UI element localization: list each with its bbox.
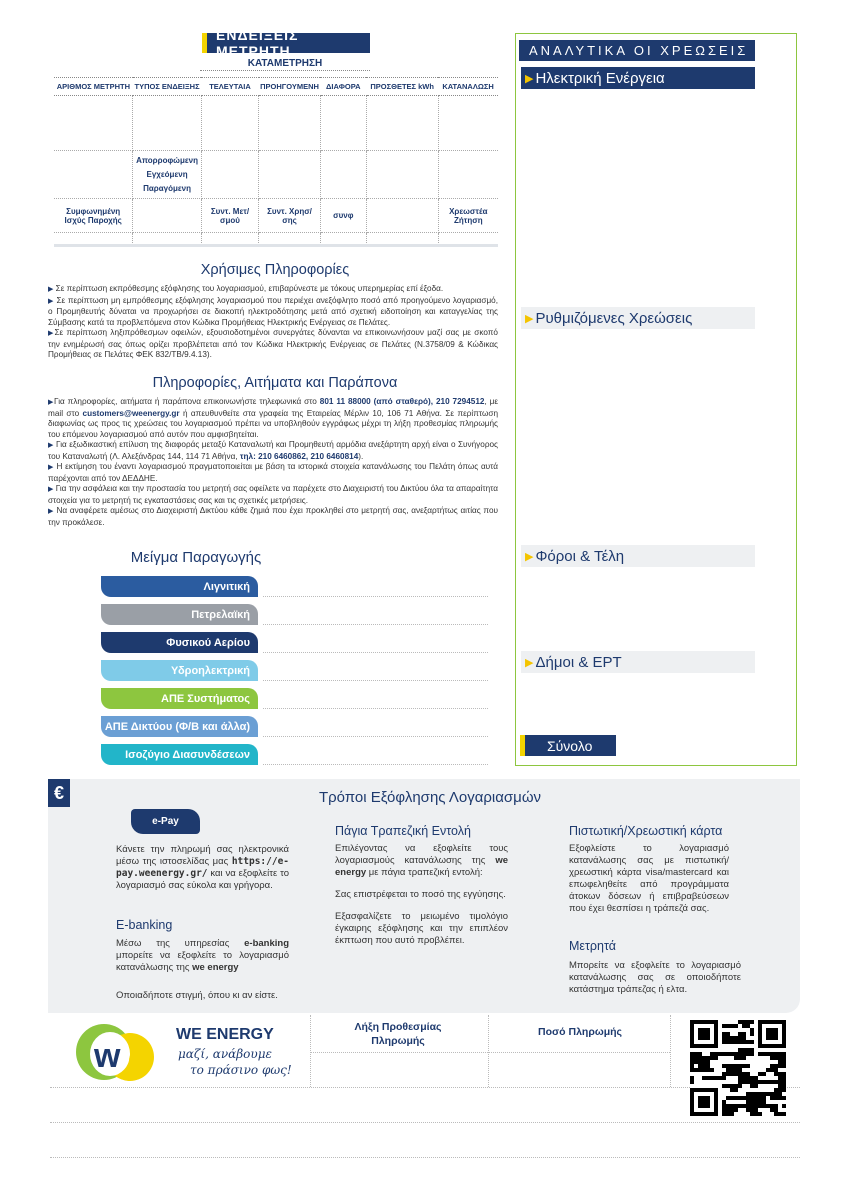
divider — [50, 1087, 800, 1088]
amount-label: Ποσό Πληρωμής — [537, 1026, 622, 1038]
info-paragraph: ▶ Για εξωδικαστική επίλυση της διαφοράς μεταξύ Καταναλωτή και Προμηθευτή αρμόδια ανεξάρτητη αρχή είναι ο Συνήγορος του Καταναλωτή (Λ. Αλεξάνδρας 144, 114 71 Αθήνα, τηλ: 210 6460862, 210 6460814). — [48, 440, 498, 461]
email-link[interactable]: customers@weenergy.gr — [82, 408, 180, 418]
meter-table — [54, 77, 498, 247]
col-reading-type: ΤΥΠΟΣ ΕΝΔΕΙΞΗΣ — [133, 78, 202, 96]
euro-icon: € — [48, 779, 70, 807]
info-paragraph: ▶ Σε περίπτωση εκπρόθεσμης εξόφλησης του λογαριασμού, επιβαρύνεστε με τόκους υπερημερίας επί έξοδα. — [48, 284, 444, 293]
charges-total: Σύνολο — [520, 735, 616, 756]
cash-title: Μετρητά — [569, 939, 616, 953]
cosphi-label: συνφ — [320, 199, 366, 233]
svg-text:e: e — [128, 1042, 145, 1075]
col-extra-kwh: ΠΡΟΣΘΕΤΕΣ kWh — [366, 78, 438, 96]
deadline-label: Λήξη Προθεσμίας Πληρωμής — [354, 1021, 442, 1047]
mix-line — [263, 596, 488, 597]
card-text: Εξοφλείστε το λογαριασμό κατανάλωσης σας με πιστωτική/χρεωστική κάρτα visa/mastercard και επωφεληθείτε από προγράμματα άτοκων δόσεων ή επιβραβεύσεων που έχει θεσπίσει η τράπεζά σας. — [569, 843, 729, 914]
standing-order-title: Πάγια Τραπεζική Εντολή — [335, 824, 471, 838]
brand-name: WE ENERGY — [176, 1026, 274, 1043]
charges-title: ΑΝΑΛΥΤΙΚΑ ΟΙ ΧΡΕΩΣΕΙΣ — [519, 40, 755, 61]
ebanking-title: E-banking — [116, 918, 173, 932]
info-paragraph: ▶Για πληροφορίες, αιτήματα ή παράπονα επικοινωνήστε τηλεφωνικά στο 801 11 88000 (από σταθερό), 210 7294512, με mail στο customers@weenergy.gr ή απευθυνθείτε στα γραφεία της Εταιρείας Μέρλιν 10, 106 71 Αθήνα. Σε περίπτωση διαφωνίας ως προς τις χρεώσεις του λογαριασμού πρέπει να υποβληθούν εγγράφως μέχρι τη λήξη προθεσμίας πληρωμής του επόμενου λογαριασμού από αυτόν που αμφισβητείται. — [48, 397, 499, 439]
we-logo — [72, 1022, 162, 1082]
divider — [310, 1052, 670, 1053]
meter-readings-title: ΕΝΔΕΙΞΕΙΣ ΜΕΤΡΗΤΗ — [202, 33, 370, 53]
divider — [50, 1157, 800, 1158]
billed-demand-label: Χρεωστέα Ζήτηση — [438, 199, 498, 233]
arrow-icon: ▶ — [525, 550, 534, 563]
mix-bar: ΑΠΕ Δικτύου (Φ/Β και άλλα) — [101, 716, 258, 737]
phone-number: 801 11 88000 (από σταθερό), 210 7294512 — [319, 397, 485, 406]
divider — [488, 1015, 489, 1087]
ebanking-text: Μέσω της υπηρεσίας e-banking μπορείτε να εξοφλείτε το λογαριασμό κατανάλωσης της we energy — [116, 938, 290, 973]
mix-line — [263, 680, 488, 681]
mix-line — [263, 624, 488, 625]
complaints-title: Πληροφορίες, Αιτήματα και Παράπονα — [152, 375, 398, 391]
divider — [50, 1122, 800, 1123]
arrow-icon: ▶ — [525, 312, 534, 325]
divider — [310, 1015, 311, 1087]
mix-bar: Λιγνιτική — [101, 576, 258, 597]
charge-electricity: ▶ Ηλεκτρική Ενέργεια — [521, 67, 755, 89]
charge-taxes: ▶ Φόροι & Τέλη — [521, 545, 755, 567]
info-paragraph: ▶Σε περίπτωση ληξιπρόθεσμων οφειλών, εξουσιοδοτημένοι συνεργάτες δύνανται να επικοινωνήσουν μαζί σας με σκοπό την ενημέρωσή σας όπως ορίζει προβλέπεται από τον Κώδικα Ηλεκτρικής Ενέργειας σε Πελάτες (Ν.3758/09 & Κώδικας Προμήθειας σε Πελάτες ΦΕΚ 832/ΤΒ/9.4.13). — [48, 328, 498, 359]
slogan-line-2: το πράσινο φως! — [190, 1063, 292, 1077]
table-bottom-rule — [54, 244, 498, 247]
col-last: ΤΕΛΕΥΤΑΙΑ — [201, 78, 258, 96]
mix-bar: Υδροηλεκτρική — [101, 660, 258, 681]
col-previous: ΠΡΟΗΓΟΥΜΕΝΗ — [259, 78, 321, 96]
mix-title: Μείγμα Παραγωγής — [130, 549, 262, 566]
mix-line — [263, 736, 488, 737]
qr-code-icon — [690, 1020, 786, 1116]
col-consumption: ΚΑΤΑΝΑΛΩΣΗ — [438, 78, 498, 96]
payment-title: Τρόποι Εξόφλησης Λογαριασμών — [318, 789, 542, 806]
agreed-power-label: Συμφωνημένη Ισχύς Παροχής — [54, 199, 133, 233]
svg-text:w: w — [94, 1037, 121, 1075]
metering-subtitle: ΚΑΤΑΜΕΤΡΗΣΗ — [247, 58, 323, 69]
mix-line — [263, 708, 488, 709]
mix-line — [263, 764, 488, 765]
divider — [670, 1015, 671, 1087]
table-row — [54, 199, 498, 233]
card-title: Πιστωτική/Χρεωστική κάρτα — [569, 824, 723, 838]
arrow-icon: ▶ — [525, 656, 534, 669]
mix-bar: Φυσικού Αερίου — [101, 632, 258, 653]
info-paragraph: ▶ Σε περίπτωση μη εμπρόθεσμης εξόφλησης λογαριασμού που περιέχει ανεξόφλητο ποσό από προηγούμενο λογαριασμό, ο Προμηθευτής δύναται να προχωρήσει σε διακοπή ηλεκτροδότησης μετά από σχετική ειδοποίηση και καταγγελίας της Σύμβασης κατά τα προβλεπόμενα στον Κώδικα Προμήθειας Ηλεκτρικής Ενέργειας σε Πελάτες. — [48, 295, 499, 327]
reading-types-cell: Απορροφώμενη Εγχεόμενη Παραγόμενη — [133, 151, 202, 199]
info-paragraph: ▶ Να αναφέρετε αμέσως στο Διαχειριστή Δικτύου κάθε ζημιά που έχει προκληθεί στο μετρητή σας, ανεξαρτήτως αιτίας που την προκάλεσε. — [48, 506, 498, 527]
usage-coef-label: Συντ. Χρησ/σης — [259, 199, 321, 233]
mix-line — [263, 652, 488, 653]
useful-info-title: Χρήσιμες Πληροφορίες — [200, 262, 350, 278]
cash-text: Μπορείτε να εξοφλείτε το λογαριασμό κατανάλωσης σας σε οποιοδήποτε κατάστημα τράπεζας ή ελτα. — [569, 960, 741, 995]
mix-bar: Ισοζύγιο Διασυνδέσεων — [101, 744, 258, 765]
anytime-text: Οποιαδήποτε στιγμή, όπου κι αν είστε. — [116, 990, 278, 1001]
info-paragraph: ▶ Η εκτίμηση του έναντι λογαριασμού πραγματοποιείται με βάση τα ιστορικά στοιχεία κατανάλωσης του Πελάτη όπως αυτά παρέχονται από τον ΔΕΔΔΗΕ. — [48, 462, 499, 483]
qr-code-graphic — [690, 1020, 786, 1116]
table-row — [54, 151, 498, 199]
epay-text: Κάνετε την πληρωμή σας ηλεκτρονικά μέσω της ιστοσελίδας μας https://e-pay.weenergy.gr/ και να εξοφλείτε το λογαριασμό σας εύκολα και γρήγορα. — [116, 844, 290, 891]
col-meter-number: ΑΡΙΘΜΟΣ ΜΕΤΡΗΤΗ — [54, 78, 133, 96]
useful-info-text — [48, 284, 498, 361]
subtitle-dotted-line — [200, 70, 370, 71]
we-logo-mark — [72, 1022, 162, 1082]
mix-bar: ΑΠΕ Συστήματος — [101, 688, 258, 709]
standing-order-text: Επιλέγοντας να εξοφλείτε τους λογαριασμούς κατανάλωσης της we energy με πάγια τραπεζική εντολή: Σας επιστρέφεται το ποσό της εγγύησης. Εξασφαλίζετε το μειωμένο τιμολόγιο έγκαιρης εξόφλησης και την επιπλέον έκπτωση που αυτό προβλέπει. — [335, 843, 509, 946]
info-paragraph: ▶ Για την ασφάλεια και την προστασία του μετρητή σας οφείλετε να παρέχετε στο Διαχειριστή του Δικτύου όλα τα απαραίτητα στοιχεία για το μετρητή τις εγκαταστάσεις σας και τις σχετικές μετρήσεις. — [48, 484, 499, 505]
table-row — [54, 96, 498, 151]
meter-coef-label: Συντ. Μετ/σμού — [201, 199, 258, 233]
charge-municipal: ▶ Δήμοι & ΕΡΤ — [521, 651, 755, 673]
charge-regulated: ▶ Ρυθμιζόμενες Χρεώσεις — [521, 307, 755, 329]
epay-link[interactable]: https://e-pay.weenergy.gr/ — [116, 856, 290, 879]
mix-bar: Πετρελαϊκή — [101, 604, 258, 625]
slogan-line-1: μαζί, ανάβουμε — [178, 1047, 272, 1061]
col-difference: ΔΙΑΦΟΡΑ — [320, 78, 366, 96]
arrow-icon: ▶ — [525, 72, 534, 85]
epay-logo: e-Pay — [131, 809, 200, 834]
complaints-text — [48, 397, 498, 528]
